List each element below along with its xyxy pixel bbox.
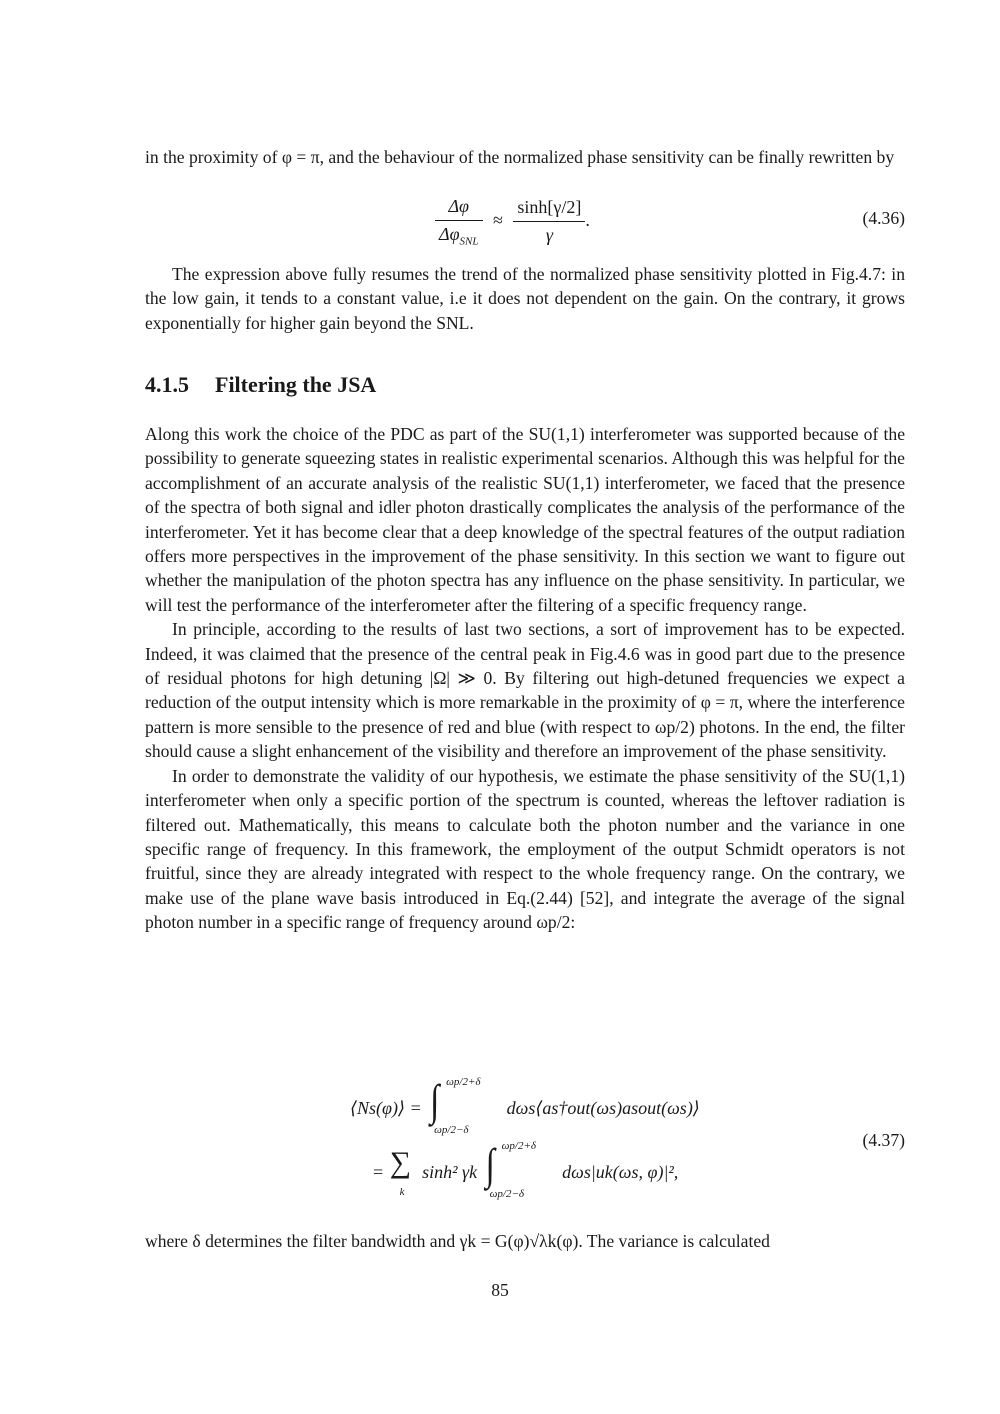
paragraph-2: In principle, according to the results of last two sections, a sort of improvement has to be expected. Indeed, it was claimed that the presence of the central peak in Fig.4.6 was in good part due to the presence of residual photons for high detuning |Ω| ≫ 0. By filtering out high-detuned frequencies we expect a reduction of the output intensity which is more remarkable in the proximity of φ = π, where the interference pattern is more sensible to the presence of red and blue (with respect to ωp/2) photons. In the end, the filter should cause a slight enhancement of the visibility and therefore an improvement of the phase sensitivity. <box>145 619 905 762</box>
sum-sign: ∑ <box>389 1146 412 1179</box>
eq-4-36-lhs-num: Δφ <box>435 196 483 221</box>
eq-4-37-line2 <box>373 1142 678 1202</box>
eq-4-37-line2-factor: sinh² γk <box>422 1162 478 1182</box>
eq-4-36-lhs-den-sub: SNL <box>459 235 479 248</box>
paragraph-1: Along this work the choice of the PDC as part of the SU(1,1) interferometer was supported because of the possibility to generate squeezing states in realistic experimental scenarios. Although this was helpful for the accomplishment of an accurate analysis of the realistic SU(1,1) interferometer, we faced that the presence of the spectra of both signal and idler photon drastically complicates the analysis of the performance of the interferometer. Yet it has become clear that a deep knowledge of the spectral features of the output radiation offers more perspectives in the improvement of the phase sensitivity. In this section we want to figure out whether the manipulation of the photon spectra has any influence on the phase sensitivity. In particular, we will test the performance of the interferometer after the filtering of a specific frequency range. <box>145 424 905 615</box>
paragraph-final-text: where δ determines the filter bandwidth and γk = G(φ)√λk(φ). The variance is calculated <box>145 1231 770 1251</box>
eq-4-37-lower-limit-1: ωp/2−δ <box>434 1124 469 1136</box>
paragraph-resume <box>145 262 905 335</box>
eq-4-37-line2-integrand: dωs|uk(ωs, φ)|², <box>562 1162 679 1182</box>
paragraph-resume-text: The expression above fully resumes the trend of the normalized phase sensitivity plotted in Fig.4.7: in the low gain, it tends to a constant value, i.e it does not dependent on the gain. On the contrary, it grows exponentially for higher gain beyond the SNL. <box>145 264 905 333</box>
eq-4-37-number: (4.37) <box>862 1130 905 1150</box>
eq-4-36-rhs-num: sinh[γ/2] <box>513 197 585 222</box>
eq-4-37-line2-prefix: = <box>373 1162 384 1182</box>
eq-4-37-upper-limit-2: ωp/2+δ <box>501 1140 536 1152</box>
eq-4-36-rhs-fraction <box>513 197 585 246</box>
paragraph-final <box>145 1229 905 1253</box>
section-title: Filtering the JSA <box>215 372 377 397</box>
eq-4-37-upper-limit-1: ωp/2+δ <box>446 1076 481 1088</box>
integral-sign: ∫ <box>430 1077 440 1126</box>
eq-4-37-line1-integrand: dωs⟨as†out(ωs)asout(ωs)⟩ <box>506 1098 700 1118</box>
integral-sign: ∫ <box>485 1141 495 1190</box>
eq-4-37-integral-1 <box>426 1078 486 1138</box>
eq-4-36-tail: . <box>585 209 590 230</box>
eq-4-37-sum <box>388 1142 418 1202</box>
eq-4-37-integral-2 <box>482 1142 542 1202</box>
section-heading <box>145 372 376 398</box>
eq-4-36-number: (4.36) <box>862 208 905 228</box>
eq-4-37-sum-index: k <box>399 1186 405 1198</box>
eq-4-36-approx: ≈ <box>493 209 503 230</box>
eq-4-36-lhs-den: Δφ <box>439 224 460 244</box>
eq-4-36-rhs-den: γ <box>545 225 553 246</box>
page-number: 85 <box>491 1280 509 1300</box>
equation-4-36 <box>145 196 905 252</box>
section-number: 4.1.5 <box>145 372 189 397</box>
equation-4-37 <box>145 1078 905 1208</box>
paragraph-intro-text: in the proximity of φ = π, and the behaviour of the normalized phase sensitivity can be finally rewritten by <box>145 147 895 167</box>
body-text <box>145 422 905 935</box>
eq-4-36-lhs-fraction <box>435 196 483 248</box>
paragraph-intro <box>145 145 905 169</box>
eq-4-37-line1 <box>350 1078 700 1138</box>
paragraph-3: In order to demonstrate the validity of our hypothesis, we estimate the phase sensitivity of the SU(1,1) interferometer when only a specific portion of the spectrum is counted, whereas the leftover radiation is filtered out. Mathematically, this means to calculate both the photon number and the variance in one specific range of frequency. In this framework, the employment of the output Schmidt operators is not fruitful, since they are already integrated with respect to the whole frequency range. On the contrary, we make use of the plane wave basis introduced in Eq.(2.44) [52], and integrate the average of the signal photon number in a specific range of frequency around ωp/2: <box>145 765 905 933</box>
eq-4-37-lower-limit-2: ωp/2−δ <box>489 1188 524 1200</box>
eq-4-37-line1-lhs: ⟨Ns(φ)⟩ = <box>350 1098 422 1118</box>
